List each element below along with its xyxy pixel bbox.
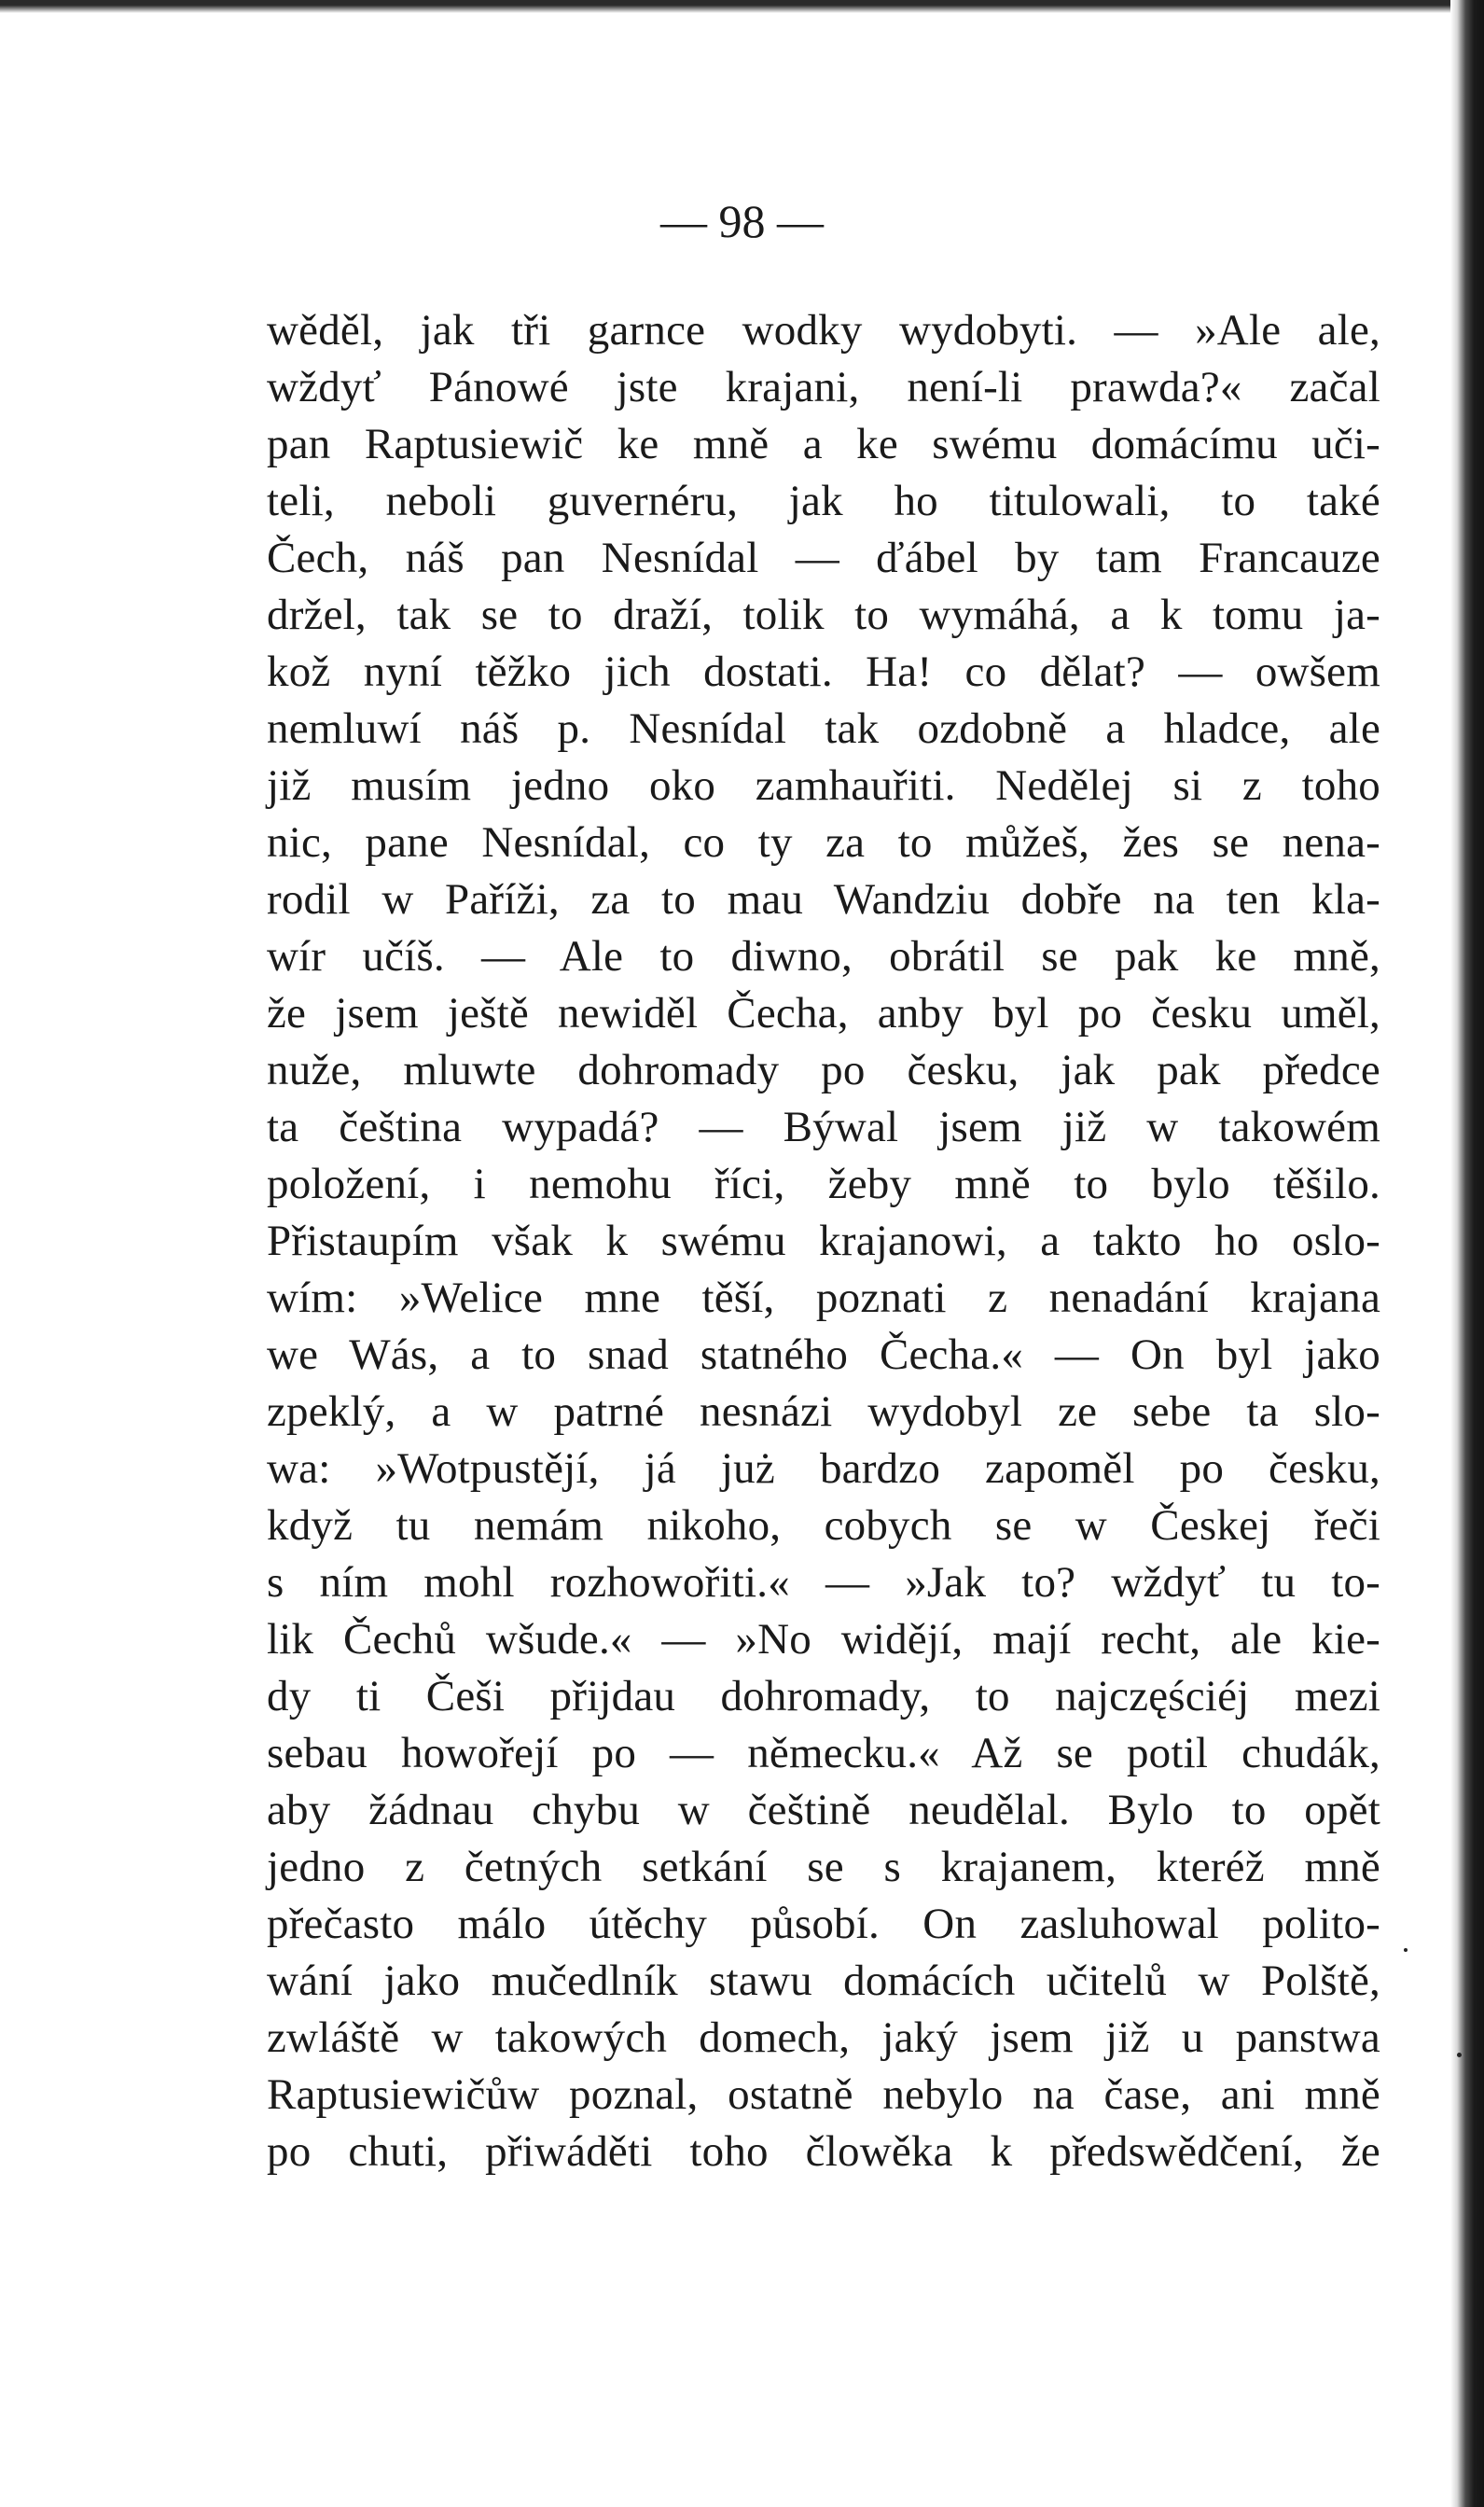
text-line: wání jako mučedlník stawu domácích učitelů w Polště,	[267, 1957, 1380, 2005]
text-line: kož nyní těžko jich dostati. Ha! co dělat? — owšem	[267, 648, 1380, 696]
page-number: — 98 —	[660, 195, 824, 247]
text-line: teli, neboli guvernéru, jak ho titulowali, to také	[267, 477, 1380, 525]
text-line: s ním mohl rozhowořiti.« — »Jak to? wždyť tu to-	[267, 1558, 1380, 1607]
text-line: nic, pane Nesnídal, co ty za to můžeš, žes se nena-	[267, 818, 1380, 867]
text-line: sebau howořejí po — německu.« Až se potil chudák,	[267, 1729, 1380, 1777]
body-text	[267, 302, 1380, 2180]
scan-speck	[1457, 2053, 1462, 2057]
text-line: držel, tak se to draží, tolik to wymáhá, a k tomu ja-	[267, 591, 1380, 639]
text-line: wa: »Wotpustějí, já już bardzo zapoměl po česku,	[267, 1444, 1380, 1493]
scan-speck	[1404, 1948, 1408, 1952]
text-line: wěděl, jak tři garnce wodky wydobyti. — »Ale ale,	[267, 306, 1380, 355]
text-line: rodil w Paříži, za to mau Wandziu dobře na ten kla-	[267, 875, 1380, 924]
text-line: po chuti, přiwáděti toho člowěka k předswědčení, že	[267, 2127, 1380, 2176]
text-line: již musím jedno oko zamhauřiti. Nedělej si z toho	[267, 761, 1380, 810]
text-line: zwláště w takowých domech, jaký jsem již u panstwa	[267, 2013, 1380, 2062]
text-line: we Wás, a to snad statného Čecha.« — On byl jako	[267, 1330, 1380, 1379]
text-line: ta čeština wypadá? — Býwal jsem již w takowém	[267, 1103, 1380, 1151]
text-line: wím: »Welice mne těší, poznati z nenadání krajana	[267, 1274, 1380, 1322]
text-line: Raptusiewičůw poznal, ostatně nebylo na čase, ani mně	[267, 2070, 1380, 2119]
text-line: zpeklý, a w patrné nesnázi wydobyl ze sebe ta slo-	[267, 1387, 1380, 1436]
text-line: pan Raptusiewič ke mně a ke swému domácímu uči-	[267, 420, 1380, 468]
text-line: nuže, mluwte dohromady po česku, jak pak předce	[267, 1046, 1380, 1094]
text-line: že jsem ještě newiděl Čecha, anby byl po česku uměl,	[267, 989, 1380, 1038]
text-line: wždyť Pánowé jste krajani, není-li prawda?« začal	[267, 363, 1380, 411]
text-line: přečasto málo útěchy působí. On zasluhowal polito-	[267, 1900, 1380, 1948]
scan-right-edge	[1450, 0, 1484, 2507]
text-line: aby žádnau chybu w češtině neudělal. Bylo to opět	[267, 1786, 1380, 1834]
text-line: když tu nemám nikoho, cobych se w Českej řeči	[267, 1501, 1380, 1550]
scan-top-edge	[0, 0, 1484, 13]
text-line: Čech, náš pan Nesnídal — ďábel by tam Francauze	[267, 534, 1380, 582]
text-line: dy ti Češi přijdau dohromady, to najczęściéj mezi	[267, 1672, 1380, 1720]
text-line: wír učíš. — Ale to diwno, obrátil se pak ke mně,	[267, 932, 1380, 981]
text-line: Přistaupím však k swému krajanowi, a takto ho oslo-	[267, 1217, 1380, 1265]
text-line: lik Čechů wšude.« — »No widějí, mají recht, ale kie-	[267, 1615, 1380, 1664]
text-line: položení, i nemohu říci, žeby mně to bylo těšilo.	[267, 1160, 1380, 1208]
text-line: nemluwí náš p. Nesnídal tak ozdobně a hladce, ale	[267, 704, 1380, 753]
text-line: jedno z četných setkání se s krajanem, kteréž mně	[267, 1843, 1380, 1891]
